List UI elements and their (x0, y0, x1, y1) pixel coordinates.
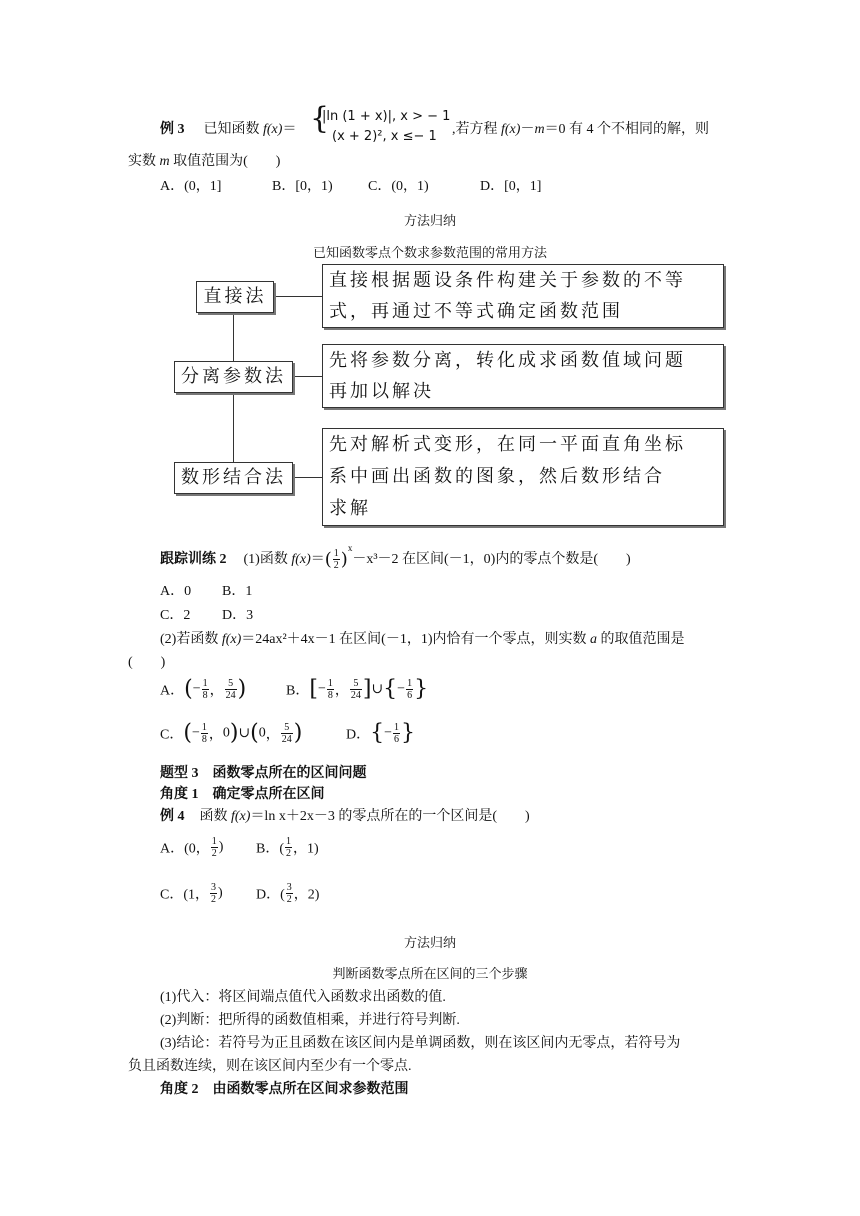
variable-m-2: m (159, 154, 170, 169)
method-desc-direct-2: 式，再通过不等式确定函数范围 (329, 301, 623, 322)
method-subheading-2: 判断函数零点所在区间的三个步骤 (332, 967, 528, 982)
frac-num: 3 (211, 882, 216, 893)
method-desc-graph-3: 求解 (329, 498, 371, 519)
q2-option-c (160, 722, 302, 745)
frac-den: 8 (201, 734, 207, 745)
example-stem-b: ,若方程 (452, 122, 501, 137)
piecewise-case-2: (x + 2)², x ≤− 1 (332, 129, 437, 144)
frac-den: 24 (225, 690, 236, 701)
frac-den: 2 (211, 848, 217, 859)
ex4-opt-b-text: B．( (256, 841, 284, 857)
bracket-open: [ (309, 676, 318, 702)
zero: 0 (222, 725, 230, 741)
zero: 0 (258, 725, 266, 741)
ex4-option-c (160, 882, 223, 905)
method-desc-separate-1: 先将参数分离，转化成求函数值域问题 (329, 350, 686, 371)
type-3-title: 题型 3 函数零点所在的区间问题 (160, 766, 367, 781)
paren-close: ) (293, 720, 303, 746)
q1-a: (1)函数 (243, 552, 292, 567)
example-4-label: 例 4 (160, 809, 185, 824)
frac-den: 6 (394, 734, 400, 745)
frac-den: 8 (327, 690, 333, 701)
frac-num: 5 (225, 678, 237, 690)
paren-open: ( (184, 676, 193, 702)
method-name-direct: 直接法 (203, 286, 267, 307)
method-desc-graph-2: 系中画出函数的图象，然后数形结合 (329, 466, 665, 487)
angle-2-title: 角度 2 由函数零点所在区间求参数范围 (160, 1082, 409, 1097)
q1-option-a: A．0 (160, 584, 192, 599)
comma: ， (208, 727, 223, 743)
comma: ， (334, 683, 349, 699)
example-label: 例 3 (160, 122, 185, 137)
frac-1-2 (211, 836, 218, 859)
method-name-box-graph (174, 462, 293, 494)
example-stem: 已知函数 (203, 122, 263, 137)
ex4-a: 函数 (199, 809, 231, 824)
example-3-line2 (128, 150, 280, 170)
frac-den: 24 (350, 690, 361, 701)
paren-close: ) (237, 676, 247, 702)
example-3-option-d: D．[0，1] (480, 179, 542, 194)
frac-num: 3 (286, 882, 292, 893)
connector-1 (272, 296, 322, 297)
q2-option-a-label: A． (160, 683, 185, 699)
minus: − (192, 681, 201, 697)
frac-5-24 (281, 722, 293, 745)
q2-var-a: a (590, 632, 597, 647)
training-label: 跟踪训练 2 (160, 552, 227, 567)
paren-close: ) (229, 720, 239, 746)
example-3-line1-cont (452, 118, 709, 138)
minus-sign: － (520, 122, 535, 137)
frac-num: 5 (281, 722, 293, 734)
training-2-q1 (160, 543, 631, 572)
piecewise-case-1: |ln (1 + x)|, x > − 1 (322, 109, 451, 124)
method-desc-box-separate (322, 344, 724, 408)
brace-close: } (401, 720, 416, 746)
q2-paren: ( ) (128, 655, 166, 670)
brace-close: } (414, 676, 429, 702)
ex4-opt-a-text: A．(0， (160, 841, 210, 857)
frac-num: 1 (202, 678, 208, 689)
example-3-option-b: B．[0，1) (272, 179, 333, 194)
frac-1-2 (285, 836, 292, 859)
frac-3-2 (210, 882, 217, 905)
frac-1-8 (201, 722, 208, 745)
q1-fraction (333, 548, 340, 571)
brace-open: { (370, 720, 385, 746)
method-heading-1: 方法归纳 (403, 214, 456, 229)
line2-a: 实数 (128, 154, 160, 169)
frac-num: 1 (286, 836, 291, 847)
ex4-option-d (256, 882, 319, 905)
function-name: f(x) (263, 122, 283, 137)
frac-den: 2 (286, 848, 291, 859)
ex4-opt-d-text: D．( (256, 887, 285, 903)
paren-open: ( (250, 720, 259, 746)
q2-option-b-label: B． (286, 683, 310, 699)
q2-c: 的取值范围是 (597, 632, 685, 647)
minus: − (317, 681, 326, 697)
brace-open: { (383, 676, 398, 702)
paren-open: ( (183, 720, 192, 746)
piecewise-brace: { (310, 101, 330, 136)
example-stem-d: ＝0 有 4 个不相同的解，则 (544, 122, 710, 137)
frac-1-6 (393, 722, 400, 745)
q2-option-a (160, 678, 246, 701)
step-3-line-2: 负且函数连续，则在该区间内至少有一个零点. (128, 1059, 412, 1074)
frac-3-2 (286, 882, 293, 905)
frac-den: 6 (407, 690, 413, 701)
method-name-separate: 分离参数法 (181, 366, 286, 387)
frac-den: 2 (286, 894, 292, 905)
minus: − (397, 681, 406, 697)
frac-den: 2 (211, 894, 216, 905)
frac-num: 5 (350, 678, 362, 690)
method-name-box-direct (196, 281, 274, 313)
ex4-opt-c-text: C．(1， (160, 887, 209, 903)
connector-2 (291, 376, 322, 377)
frac-num: 1 (327, 678, 333, 689)
q2-b: ＝24ax²＋4x－1 在区间(－1，1)内恰有一个零点，则实数 (241, 632, 590, 647)
example-4 (160, 805, 530, 825)
ex4-opt-a-end: ) (218, 839, 224, 855)
ex4-fx: f(x) (231, 809, 251, 824)
q2-fx: f(x) (221, 632, 242, 647)
q1-eq: ＝ (310, 552, 325, 567)
q1-fx: f(x) (291, 552, 311, 567)
q2-option-c-label: C． (160, 727, 184, 743)
training-2-q2 (160, 628, 685, 648)
union: ∪ (371, 682, 384, 697)
method-desc-separate-2: 再加以解决 (329, 381, 434, 402)
method-subheading-1: 已知函数零点个数求参数范围的常用方法 (312, 246, 547, 261)
q1-exponent: x (347, 543, 353, 554)
ex4-opt-d-end: ，2) (293, 887, 320, 903)
ex4-b: ＝ln x＋2x－3 的零点所在的一个区间是( ) (250, 809, 530, 824)
frac-5-24 (350, 678, 362, 701)
q2-a: (2)若函数 (160, 632, 222, 647)
bracket-close: ] (362, 676, 372, 702)
ex4-opt-b-end: ，1) (293, 841, 319, 857)
method-desc-box-direct (322, 264, 724, 328)
q2-option-d-label: D． (346, 727, 371, 743)
q1-frac-num: 1 (333, 548, 339, 560)
frac-num: 1 (407, 678, 413, 689)
q1-option-d: D．3 (222, 608, 254, 623)
equals-sign: ＝ (282, 122, 297, 137)
frac-1-6 (406, 678, 413, 701)
method-desc-box-graph (322, 428, 724, 526)
line2-b: 取值范围为( ) (169, 154, 281, 169)
function-name-2: f(x) (501, 122, 521, 137)
q1-option-c: C．2 (160, 608, 191, 623)
q1-option-b: B．1 (222, 584, 253, 599)
method-desc-direct-1: 直接根据题设条件构建关于参数的不等 (329, 270, 686, 291)
step-1: (1)代入：将区间端点值代入函数求出函数的值. (160, 990, 446, 1005)
example-3-option-a: A．(0，1] (160, 179, 222, 194)
frac-den: 8 (202, 690, 208, 701)
q1-paren-close: ) (340, 548, 348, 570)
method-name-box-separate (174, 361, 293, 393)
frac-den: 24 (281, 734, 292, 745)
minus: − (384, 725, 393, 741)
ex4-opt-c-end: ) (218, 885, 223, 901)
angle-1-title: 角度 1 确定零点所在区间 (160, 787, 325, 802)
frac-num: 1 (394, 722, 400, 733)
frac-5-24 (225, 678, 237, 701)
frac-num: 1 (211, 836, 217, 847)
ex4-option-b (256, 836, 319, 859)
connector-3 (291, 477, 322, 478)
frac-1-8 (202, 678, 209, 701)
comma: ， (209, 683, 224, 699)
method-name-graph: 数形结合法 (181, 467, 286, 488)
variable-m: m (534, 122, 545, 137)
example-3-option-c: C．(0，1) (368, 179, 429, 194)
frac-1-8 (327, 678, 334, 701)
ex4-option-a (160, 836, 223, 859)
example-3-line1 (160, 108, 296, 148)
frac-num: 1 (201, 722, 207, 733)
union: ∪ (238, 726, 251, 741)
q1-b: －x³－2 在区间(－1，0)内的零点个数是( ) (352, 552, 631, 567)
comma: ， (265, 727, 280, 743)
q1-frac-den: 2 (333, 560, 339, 572)
q2-option-d (346, 722, 415, 745)
method-desc-graph-1: 先对解析式变形，在同一平面直角坐标 (329, 434, 686, 455)
method-heading-2: 方法归纳 (403, 936, 456, 951)
step-3-line-1: (3)结论：若符号为正且函数在该区间内是单调函数，则在该区间内无零点，若符号为 (160, 1036, 681, 1051)
step-2: (2)判断：把所得的函数值相乘，并进行符号判断. (160, 1013, 460, 1028)
q2-option-b (286, 678, 428, 701)
q1-paren-open: ( (324, 548, 332, 570)
minus: − (191, 725, 200, 741)
